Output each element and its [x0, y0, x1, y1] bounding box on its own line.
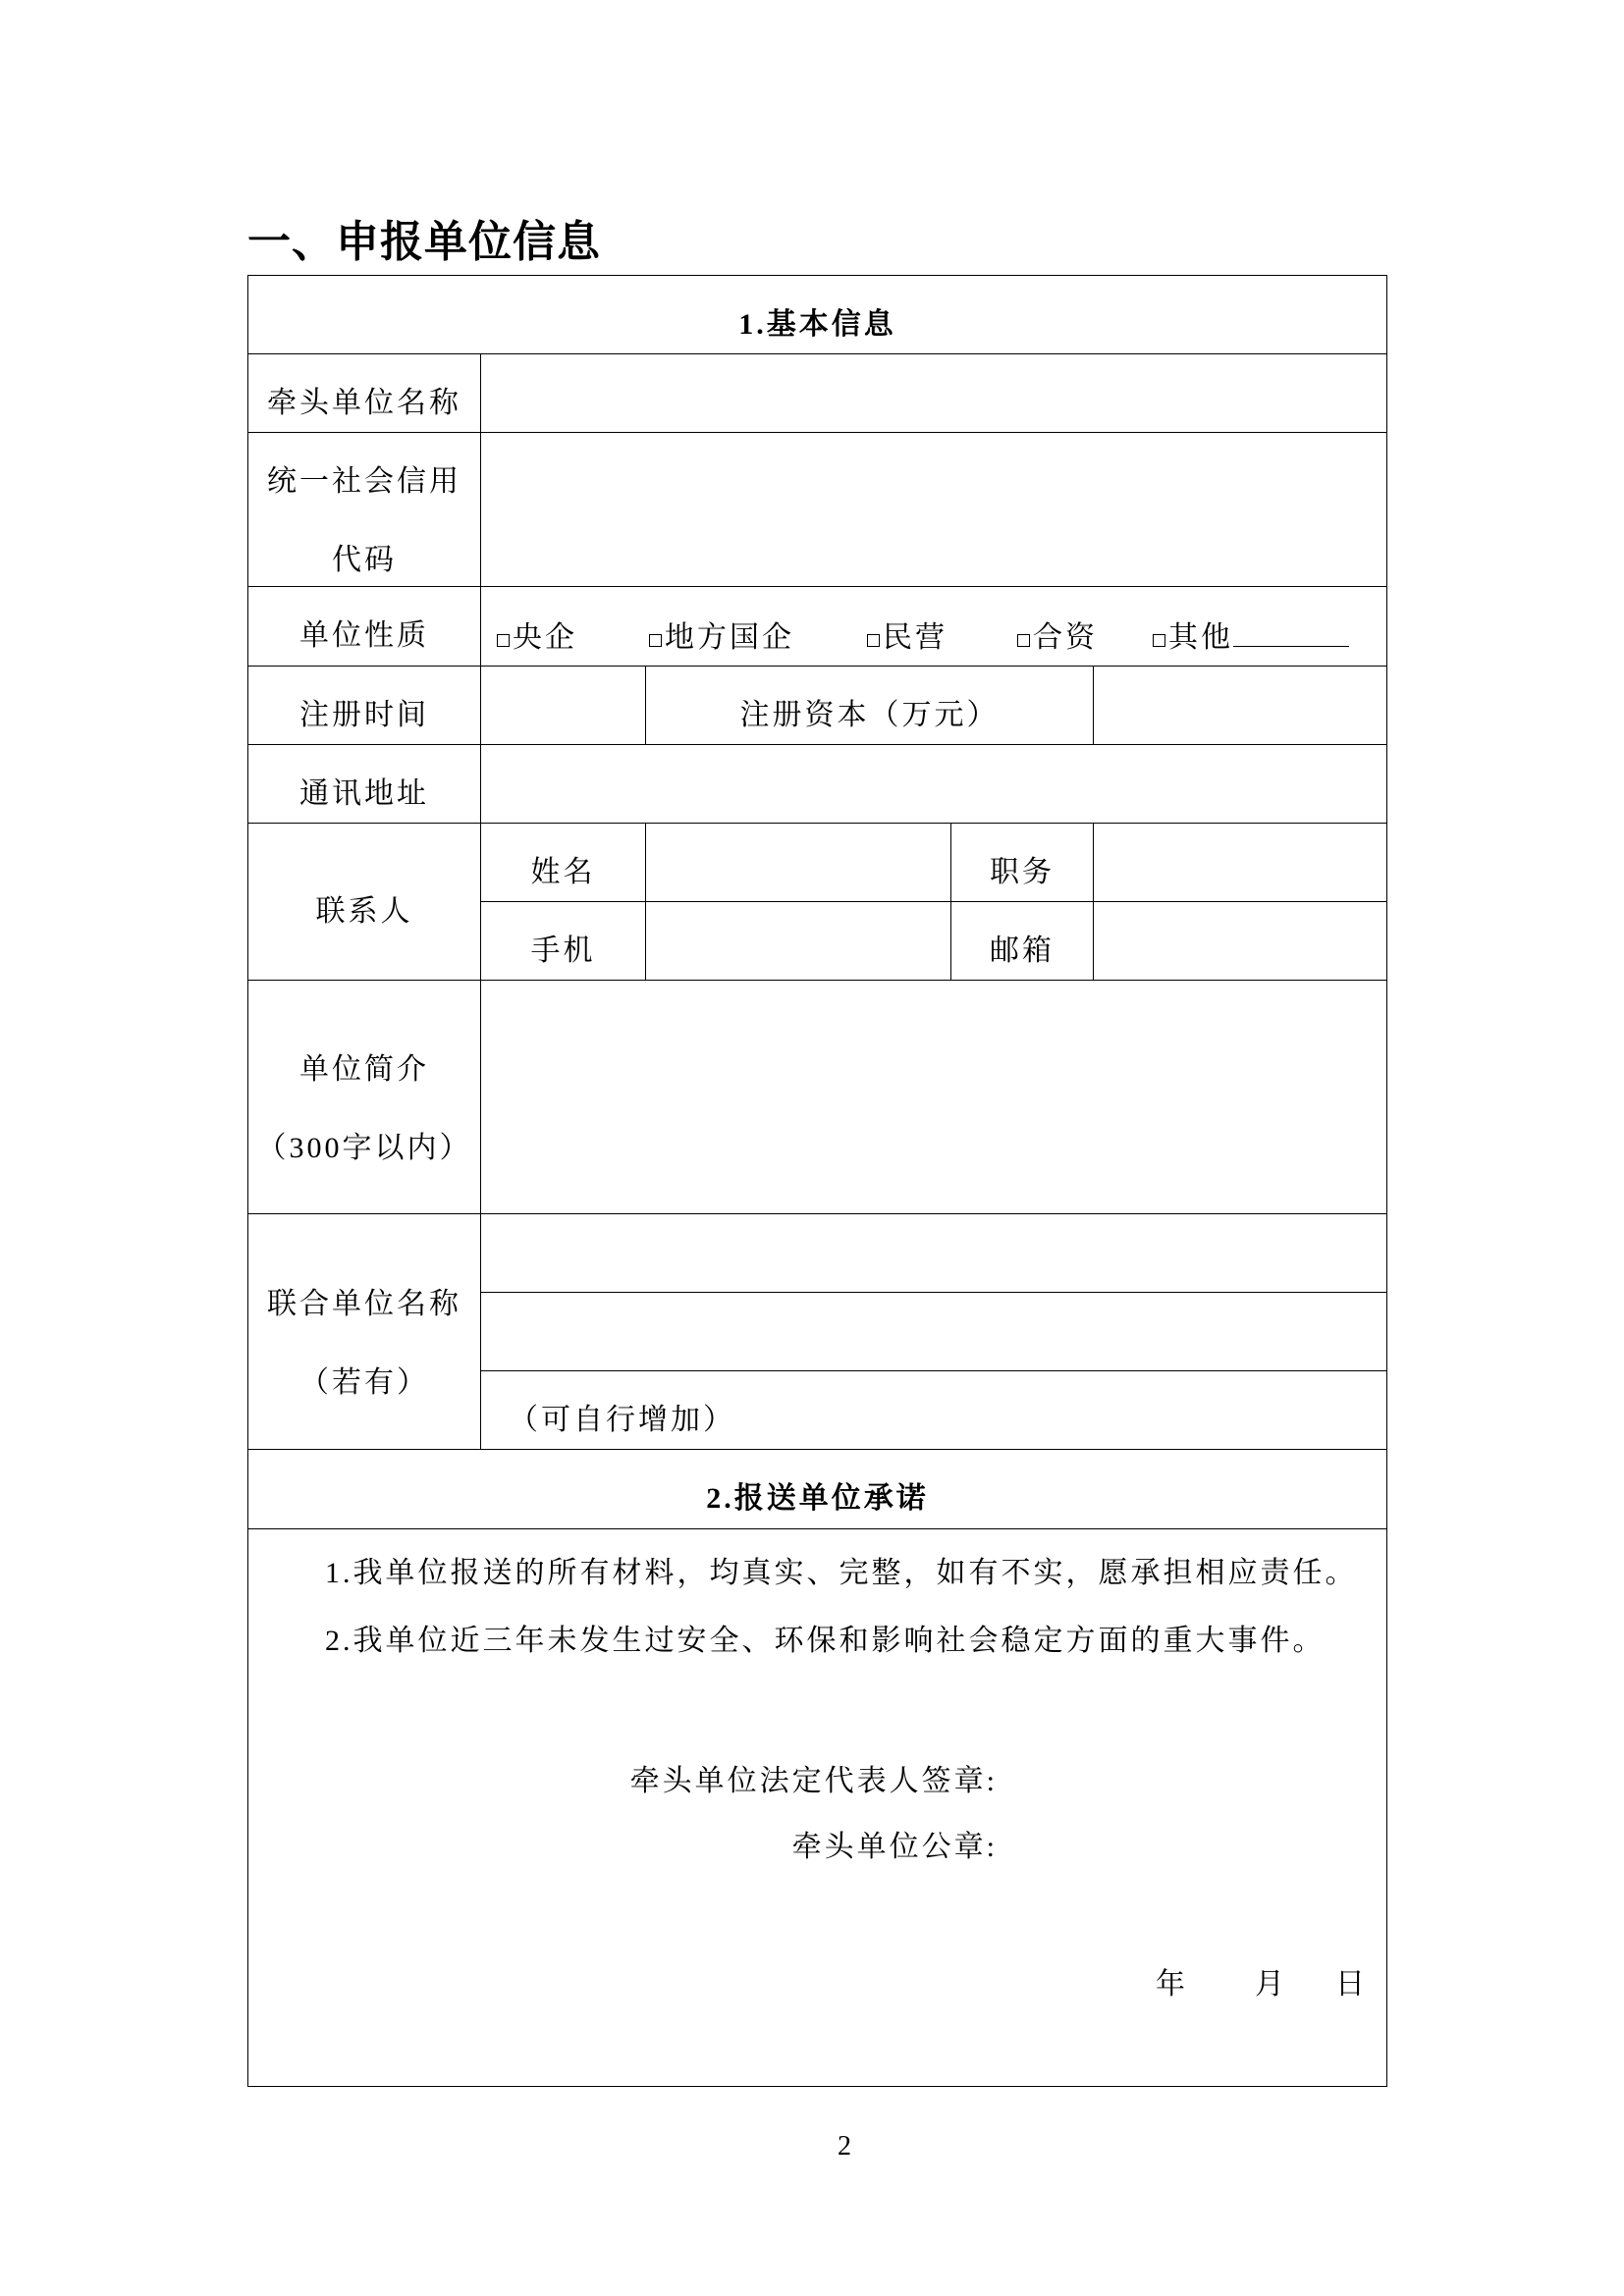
unit-profile-label	[248, 981, 481, 1214]
nature-option-other[interactable]	[1153, 618, 1349, 658]
contact-person-label: 联系人	[248, 824, 481, 981]
option-label: 地方国企	[665, 621, 794, 654]
lead-unit-name-field[interactable]	[481, 354, 1387, 433]
legal-representative-signature-label: 牵头单位法定代表人签章:	[629, 1765, 999, 1797]
nature-option-private[interactable]	[867, 618, 947, 658]
contact-mobile-label: 手机	[481, 902, 646, 981]
contact-position-label: 职务	[951, 824, 1094, 902]
checkbox[interactable]	[867, 634, 880, 647]
contact-email-label: 邮箱	[951, 902, 1094, 981]
address-label: 通讯地址	[248, 745, 481, 824]
credit-code-label	[248, 433, 481, 587]
registered-capital-field[interactable]	[1094, 667, 1387, 745]
option-label: 合资	[1033, 621, 1098, 654]
nature-option-local-soe[interactable]	[649, 618, 794, 658]
contact-mobile-field[interactable]	[646, 902, 951, 981]
registered-capital-label: 注册资本（万元）	[646, 667, 1094, 745]
nature-option-joint-venture[interactable]	[1017, 618, 1098, 658]
joint-unit-name-label-line1: 联合单位名称	[267, 1287, 461, 1320]
joint-unit-add-hint: （可自行增加）	[509, 1403, 735, 1436]
applicant-info-table	[247, 275, 1387, 2087]
other-nature-blank-input[interactable]	[1233, 618, 1349, 647]
commitment-statement: 2.我单位近三年未发生过安全、环保和影响社会稳定方面的重大事件。	[325, 1625, 1326, 1657]
registration-time-label: 注册时间	[248, 667, 481, 745]
contact-position-field[interactable]	[1094, 824, 1387, 902]
contact-name-field[interactable]	[646, 824, 951, 902]
option-label: 其他	[1168, 621, 1233, 654]
checkbox[interactable]	[1153, 634, 1165, 647]
unit-profile-label-line1: 单位简介	[299, 1052, 429, 1086]
commitment-content	[248, 1529, 1387, 2087]
unit-nature-label: 单位性质	[248, 587, 481, 667]
joint-unit-name-field-3[interactable]	[481, 1371, 1387, 1450]
official-seal-label: 牵头单位公章:	[791, 1831, 999, 1863]
registration-time-field[interactable]	[481, 667, 646, 745]
date-month-label: 月	[1255, 1968, 1287, 2001]
lead-unit-name-label: 牵头单位名称	[248, 354, 481, 433]
checkbox[interactable]	[1017, 634, 1030, 647]
page-heading: 一、申报单位信息	[247, 217, 601, 267]
checkbox[interactable]	[649, 634, 662, 647]
contact-name-label: 姓名	[481, 824, 646, 902]
commitment-section-title: 2.报送单位承诺	[248, 1450, 1387, 1529]
joint-unit-name-field-1[interactable]	[481, 1214, 1387, 1293]
credit-code-label-line1: 统一社会信用	[267, 465, 461, 498]
basic-info-section-title: 1.基本信息	[248, 276, 1387, 354]
contact-email-field[interactable]	[1094, 902, 1387, 981]
page-number: 2	[838, 2131, 851, 2162]
date-year-label: 年	[1156, 1968, 1188, 2001]
checkbox[interactable]	[497, 634, 510, 647]
unit-profile-field[interactable]	[481, 981, 1387, 1214]
date-day-label: 日	[1335, 1968, 1368, 2001]
commitment-statement: 1.我单位报送的所有材料，均真实、完整，如有不实，愿承担相应责任。	[325, 1557, 1358, 1589]
option-label: 央企	[513, 621, 577, 654]
option-label: 民营	[883, 621, 947, 654]
joint-unit-name-label	[248, 1214, 481, 1450]
joint-unit-name-label-line2: （若有）	[299, 1365, 429, 1399]
unit-nature-options	[481, 587, 1387, 667]
credit-code-label-line2: 代码	[332, 544, 397, 576]
address-field[interactable]	[481, 745, 1387, 824]
joint-unit-name-field-2[interactable]	[481, 1293, 1387, 1371]
nature-option-central-soe[interactable]	[497, 618, 577, 658]
credit-code-field[interactable]	[481, 433, 1387, 587]
unit-profile-label-line2: （300字以内）	[256, 1131, 472, 1164]
